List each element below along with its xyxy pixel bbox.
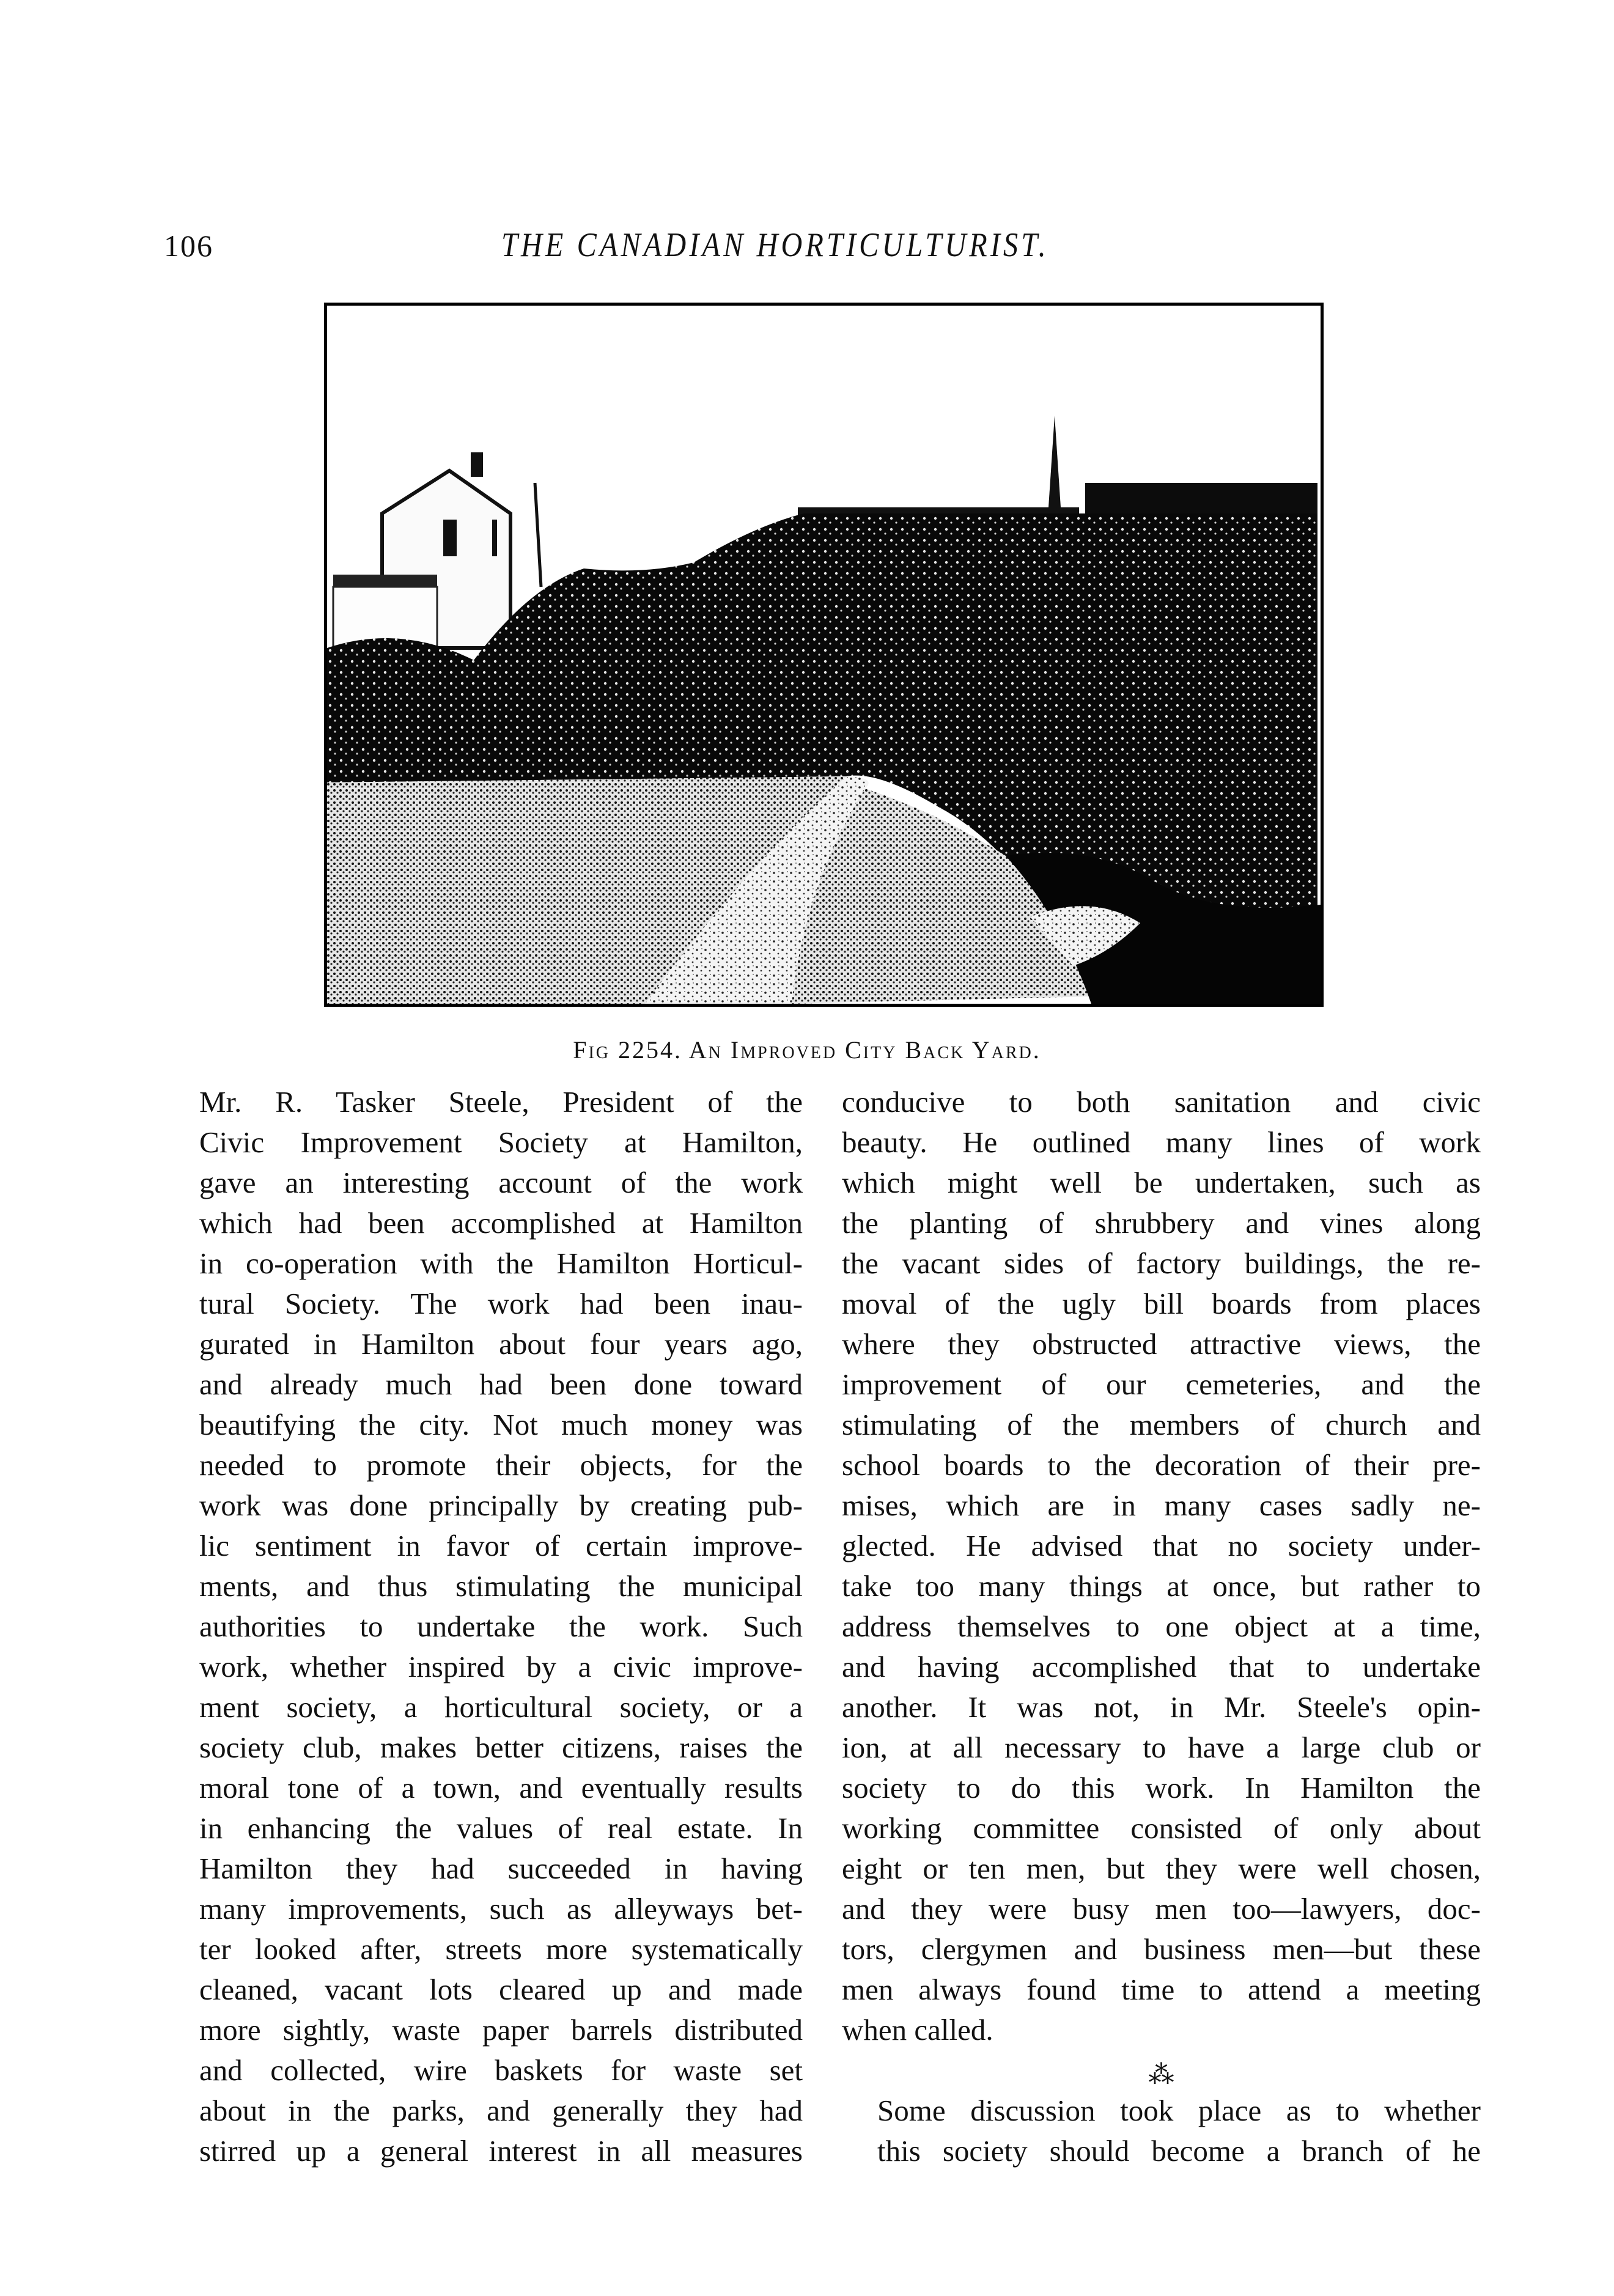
text-line: another. It was not, in Mr. Steele's opin- — [842, 1690, 1481, 1724]
text-line: the planting of shrubbery and vines along — [842, 1206, 1481, 1240]
page-number: 106 — [164, 229, 213, 263]
text-line: Some discussion took place as to whether — [877, 2094, 1481, 2127]
text-line: moral tone of a town, and eventually results — [199, 1771, 803, 1805]
text-line: about in the parks, and generally they had — [199, 2094, 803, 2127]
text-line: conducive to both sanitation and civic — [842, 1085, 1481, 1119]
figure-photograph — [324, 303, 1324, 1007]
text-line: stirred up a general interest in all measures — [199, 2134, 803, 2168]
text-line: in co-operation with the Hamilton Horticul- — [199, 1246, 803, 1280]
text-column-left — [164, 1082, 803, 2171]
text-line: glected. He advised that no society under- — [842, 1529, 1481, 1562]
text-line: when called. — [842, 2013, 993, 2047]
text-line: address themselves to one object at a time, — [842, 1610, 1481, 1643]
text-line: school boards to the decoration of their pre- — [842, 1448, 1481, 1482]
text-line: work was done principally by creating pub- — [199, 1488, 803, 1522]
text-line: society club, makes better citizens, raises the — [199, 1731, 803, 1764]
section-break-asterism — [842, 2050, 1481, 2091]
text-line: and they were busy men too—lawyers, doc- — [842, 1892, 1481, 1926]
text-line: tors, clergymen and business men—but these — [842, 1932, 1481, 1966]
figure-caption: Fig 2254. An Improved City Back Yard. — [573, 1036, 1041, 1064]
text-line: eight or ten men, but they were well chosen, — [842, 1852, 1481, 1885]
text-line: ter looked after, streets more systematically — [199, 1932, 803, 1966]
text-line: tural Society. The work had been inau- — [199, 1287, 803, 1320]
text-line: the vacant sides of factory buildings, the re- — [842, 1246, 1481, 1280]
text-line: gurated in Hamilton about four years ago, — [199, 1327, 803, 1361]
text-line: Mr. R. Tasker Steele, President of the — [199, 1085, 803, 1119]
text-line: ments, and thus stimulating the municipal — [199, 1569, 803, 1603]
text-line: and already much had been done toward — [199, 1367, 803, 1401]
text-line: beauty. He outlined many lines of work — [842, 1125, 1481, 1159]
text-line: and having accomplished that to undertake — [842, 1650, 1481, 1683]
text-line: where they obstructed attractive views, the — [842, 1327, 1481, 1361]
text-line: beautifying the city. Not much money was — [199, 1408, 803, 1441]
text-line: authorities to undertake the work. Such — [199, 1610, 803, 1643]
paragraph — [164, 1082, 803, 2171]
text-line: working committee consisted of only about — [842, 1811, 1481, 1845]
paragraph — [842, 1082, 1481, 2050]
text-line: Civic Improvement Society at Hamilton, — [199, 1125, 803, 1159]
text-line: ment society, a horticultural society, or a — [199, 1690, 803, 1724]
text-line: take too many things at once, but rather to — [842, 1569, 1481, 1603]
paragraph — [842, 2091, 1481, 2171]
text-line: many improvements, such as alleyways bet- — [199, 1892, 803, 1926]
text-line: society to do this work. In Hamilton the — [842, 1771, 1481, 1805]
text-line: lic sentiment in favor of certain improve- — [199, 1529, 803, 1562]
text-line: improvement of our cemeteries, and the — [842, 1367, 1481, 1401]
text-line: needed to promote their objects, for the — [199, 1448, 803, 1482]
running-title: THE CANADIAN HORTICULTURIST. — [501, 226, 1049, 264]
text-line: moval of the ugly bill boards from places — [842, 1287, 1481, 1320]
text-line: which had been accomplished at Hamilton — [199, 1206, 803, 1240]
asterism-glyph: ⁂ — [1148, 2061, 1174, 2089]
text-line: in enhancing the values of real estate. In — [199, 1811, 803, 1845]
text-line: more sightly, waste paper barrels distributed — [199, 2013, 803, 2047]
text-line: work, whether inspired by a civic improve- — [199, 1650, 803, 1683]
text-line: mises, which are in many cases sadly ne- — [842, 1488, 1481, 1522]
text-line: stimulating of the members of church and — [842, 1408, 1481, 1441]
text-line: this society should become a branch of he — [877, 2134, 1481, 2168]
text-line: and collected, wire baskets for waste set — [199, 2053, 803, 2087]
text-line: Hamilton they had succeeded in having — [199, 1852, 803, 1885]
text-line: gave an interesting account of the work — [199, 1166, 803, 1199]
text-line: cleaned, vacant lots cleared up and made — [199, 1973, 803, 2006]
text-column-right — [842, 1082, 1481, 2171]
text-line: which might well be undertaken, such as — [842, 1166, 1481, 1199]
photo-halftone-image — [327, 306, 1321, 1004]
text-line: men always found time to attend a meeting — [842, 1973, 1481, 2006]
text-line: ion, at all necessary to have a large club or — [842, 1731, 1481, 1764]
